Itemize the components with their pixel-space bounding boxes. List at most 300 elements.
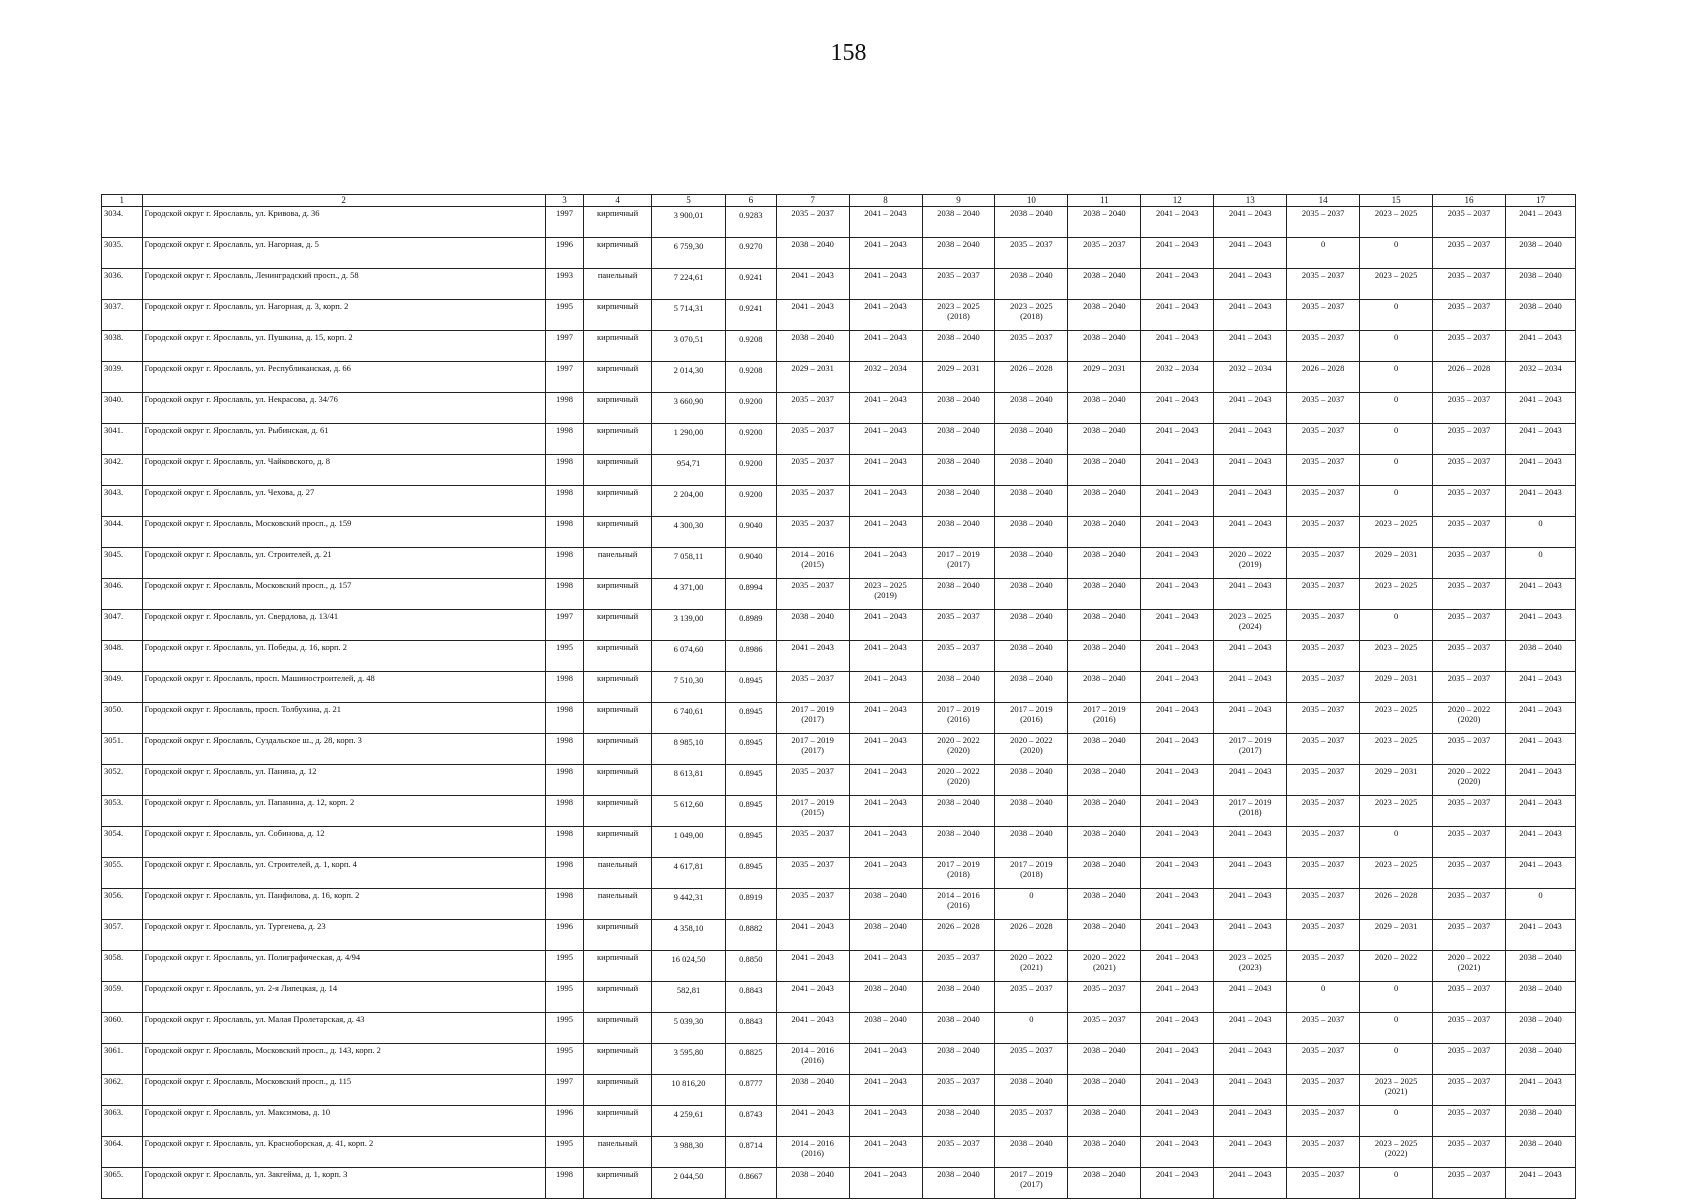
table-row xyxy=(102,455,1576,486)
table-cell: кирпичный xyxy=(584,951,652,982)
table-cell: 3055. xyxy=(102,858,143,889)
table-cell: 2038 – 2040 xyxy=(1506,269,1576,300)
table-cell: 2035 – 2037 xyxy=(1287,331,1360,362)
table-cell: 0.8919 xyxy=(726,889,777,920)
actual-year: (2018) xyxy=(1020,311,1043,321)
table-cell: 2041 – 2043 xyxy=(849,517,922,548)
table-cell: 0 xyxy=(995,889,1068,920)
table-cell: 2041 – 2043 xyxy=(1141,827,1214,858)
table-cell: 0.8945 xyxy=(726,796,777,827)
table-cell: 2035 – 2037 xyxy=(1433,207,1506,238)
table-cell: кирпичный xyxy=(584,1106,652,1137)
table-cell: 2020 – 2022 xyxy=(1360,951,1433,982)
column-header: 8 xyxy=(849,195,922,207)
table-cell: 4 371,00 xyxy=(652,579,726,610)
actual-year: (2020) xyxy=(947,745,970,755)
table-cell: 2035 – 2037 xyxy=(1433,269,1506,300)
table-cell: 2041 – 2043 xyxy=(1506,827,1576,858)
table-cell: 1998 xyxy=(545,517,583,548)
table-cell: 2035 – 2037 xyxy=(1287,1137,1360,1168)
table-cell: 2041 – 2043 xyxy=(849,300,922,331)
table-cell: 2041 – 2043 xyxy=(1214,1106,1287,1137)
table-cell: 2038 – 2040 xyxy=(995,207,1068,238)
table-cell: 2041 – 2043 xyxy=(1141,393,1214,424)
table-cell: 1998 xyxy=(545,858,583,889)
table-cell: 2023 – 2025 xyxy=(1360,734,1433,765)
table-cell: 2035 – 2037 xyxy=(776,579,849,610)
actual-year: (2021) xyxy=(1020,962,1043,972)
table-cell: 2035 – 2037 xyxy=(922,269,995,300)
table-cell: 2038 – 2040 xyxy=(776,331,849,362)
table-cell: 2038 – 2040 xyxy=(922,486,995,517)
period-range: 2023 – 2025 xyxy=(1010,301,1053,311)
table-cell: 2041 – 2043 xyxy=(1141,331,1214,362)
table-cell: 1998 xyxy=(545,703,583,734)
table-cell: 2041 – 2043 xyxy=(1141,641,1214,672)
table-cell: кирпичный xyxy=(584,765,652,796)
table-cell: 0 xyxy=(1287,238,1360,269)
table-row xyxy=(102,951,1576,982)
table-cell: 1995 xyxy=(545,641,583,672)
table-cell: 2038 – 2040 xyxy=(1068,486,1141,517)
column-header: 17 xyxy=(1506,195,1576,207)
table-cell: 2035 – 2037 xyxy=(1433,1106,1506,1137)
table-cell: 2038 – 2040 xyxy=(776,1075,849,1106)
table-cell: 2041 – 2043 xyxy=(1141,1168,1214,1199)
table-cell xyxy=(922,548,995,579)
period-range: 2020 – 2022 xyxy=(937,766,980,776)
column-header: 6 xyxy=(726,195,777,207)
table-cell: 0.8850 xyxy=(726,951,777,982)
table-cell: 2038 – 2040 xyxy=(995,424,1068,455)
table-row xyxy=(102,424,1576,455)
table-row xyxy=(102,672,1576,703)
table-cell: 0.9200 xyxy=(726,393,777,424)
table-cell: 3047. xyxy=(102,610,143,641)
actual-year: (2024) xyxy=(1238,621,1262,631)
table-cell: 0.8945 xyxy=(726,672,777,703)
table-cell: 2038 – 2040 xyxy=(1506,1044,1576,1075)
table-row xyxy=(102,982,1576,1013)
table-row xyxy=(102,703,1576,734)
table-cell: кирпичный xyxy=(584,1013,652,1044)
table-cell: 3040. xyxy=(102,393,143,424)
period-range: 2017 – 2019 xyxy=(1010,859,1053,869)
table-cell: 2041 – 2043 xyxy=(1141,424,1214,455)
table-cell: 2041 – 2043 xyxy=(849,827,922,858)
table-cell: 2038 – 2040 xyxy=(1068,1168,1141,1199)
table-cell: 2041 – 2043 xyxy=(1214,238,1287,269)
table-cell: 3048. xyxy=(102,641,143,672)
table-cell: Городской округ г. Ярославль, ул. Папанина, д. 12, корп. 2 xyxy=(142,796,545,827)
table-cell: 582,81 xyxy=(652,982,726,1013)
table-cell: 2023 – 2025 xyxy=(1360,269,1433,300)
table-cell: 2041 – 2043 xyxy=(1214,982,1287,1013)
table-cell: 2023 – 2025 xyxy=(1360,796,1433,827)
table-cell xyxy=(1068,703,1141,734)
table-cell: 1998 xyxy=(545,548,583,579)
table-cell: 2041 – 2043 xyxy=(1506,703,1576,734)
period-range: 2020 – 2022 xyxy=(937,735,980,745)
column-header: 12 xyxy=(1141,195,1214,207)
actual-year: (2017) xyxy=(801,714,824,724)
table-cell: 2041 – 2043 xyxy=(849,331,922,362)
table-row xyxy=(102,393,1576,424)
table-cell: 2041 – 2043 xyxy=(849,1106,922,1137)
table-cell: 2041 – 2043 xyxy=(849,734,922,765)
table-cell: 2041 – 2043 xyxy=(1506,858,1576,889)
table-cell: 1997 xyxy=(545,207,583,238)
table-cell: 2041 – 2043 xyxy=(1214,641,1287,672)
table-cell: панельный xyxy=(584,548,652,579)
table-cell: 2035 – 2037 xyxy=(995,982,1068,1013)
table-row xyxy=(102,1075,1576,1106)
table-cell: 2035 – 2037 xyxy=(1287,517,1360,548)
table-cell: 2038 – 2040 xyxy=(922,1044,995,1075)
table-cell: 2038 – 2040 xyxy=(995,269,1068,300)
actual-year: (2016) xyxy=(947,714,970,724)
table-cell: 2038 – 2040 xyxy=(1068,1137,1141,1168)
table-cell: 1996 xyxy=(545,920,583,951)
table-cell: 2038 – 2040 xyxy=(922,1106,995,1137)
table-cell: 0.8989 xyxy=(726,610,777,641)
table-cell: 2032 – 2034 xyxy=(1506,362,1576,393)
table-row xyxy=(102,238,1576,269)
table-cell: 2035 – 2037 xyxy=(1433,1075,1506,1106)
actual-year: (2016) xyxy=(801,1148,824,1158)
table-cell: 2038 – 2040 xyxy=(995,548,1068,579)
table-cell: 2035 – 2037 xyxy=(995,1044,1068,1075)
table-cell: 0.8882 xyxy=(726,920,777,951)
table-row xyxy=(102,207,1576,238)
table-cell: 2038 – 2040 xyxy=(1068,1106,1141,1137)
table-cell: 8 985,10 xyxy=(652,734,726,765)
period-range: 2014 – 2016 xyxy=(791,1045,834,1055)
table-cell: 2041 – 2043 xyxy=(849,238,922,269)
table-cell: 0 xyxy=(1287,982,1360,1013)
table-cell: 0.8743 xyxy=(726,1106,777,1137)
table-cell: 2035 – 2037 xyxy=(1287,703,1360,734)
table-cell: 5 039,30 xyxy=(652,1013,726,1044)
table-cell: 2041 – 2043 xyxy=(1214,889,1287,920)
table-cell: 0 xyxy=(1360,362,1433,393)
table-cell: 2038 – 2040 xyxy=(995,827,1068,858)
table-cell: Городской округ г. Ярославль, ул. Малая Пролетарская, д. 43 xyxy=(142,1013,545,1044)
table-cell xyxy=(995,734,1068,765)
table-cell: 2041 – 2043 xyxy=(1141,300,1214,331)
table-cell: кирпичный xyxy=(584,455,652,486)
table-cell: 2029 – 2031 xyxy=(1360,548,1433,579)
table-cell: 2035 – 2037 xyxy=(1433,889,1506,920)
table-cell: 2038 – 2040 xyxy=(776,610,849,641)
table-cell: 2041 – 2043 xyxy=(1214,1044,1287,1075)
actual-year: (2017) xyxy=(1020,1179,1043,1189)
table-cell: 2038 – 2040 xyxy=(1068,610,1141,641)
table-cell: 2041 – 2043 xyxy=(1214,424,1287,455)
table-cell: 2038 – 2040 xyxy=(995,610,1068,641)
table-cell: 6 759,30 xyxy=(652,238,726,269)
table-cell: 2035 – 2037 xyxy=(1287,207,1360,238)
table-cell: 2035 – 2037 xyxy=(776,424,849,455)
table-cell: кирпичный xyxy=(584,207,652,238)
table-cell: 2035 – 2037 xyxy=(1433,548,1506,579)
table-cell xyxy=(1068,951,1141,982)
table-cell: кирпичный xyxy=(584,300,652,331)
table-cell: 2038 – 2040 xyxy=(995,517,1068,548)
table-cell: 2041 – 2043 xyxy=(849,672,922,703)
table-cell: 2035 – 2037 xyxy=(1433,331,1506,362)
table-cell: кирпичный xyxy=(584,362,652,393)
table-cell: Городской округ г. Ярославль, ул. Строителей, д. 21 xyxy=(142,548,545,579)
table-cell xyxy=(922,703,995,734)
table-cell: 2038 – 2040 xyxy=(922,1168,995,1199)
table-row xyxy=(102,1137,1576,1168)
table-cell: 2035 – 2037 xyxy=(922,641,995,672)
table-cell: 2029 – 2031 xyxy=(776,362,849,393)
table-cell: 2038 – 2040 xyxy=(922,331,995,362)
table-cell: 1997 xyxy=(545,331,583,362)
table-cell: Городской округ г. Ярославль, ул. 2-я Липецкая, д. 14 xyxy=(142,982,545,1013)
table-cell xyxy=(1360,1075,1433,1106)
table-cell: Городской округ г. Ярославль, Ленинградский просп., д. 58 xyxy=(142,269,545,300)
column-header: 16 xyxy=(1433,195,1506,207)
actual-year: (2020) xyxy=(1457,714,1481,724)
table-cell: 2035 – 2037 xyxy=(995,1106,1068,1137)
table-cell: 3056. xyxy=(102,889,143,920)
table-cell: Городской округ г. Ярославль, Суздальское ш., д. 28, корп. 3 xyxy=(142,734,545,765)
table-cell: 2035 – 2037 xyxy=(1433,734,1506,765)
table-cell: 1998 xyxy=(545,579,583,610)
table-cell: Городской округ г. Ярославль, ул. Республиканская, д. 66 xyxy=(142,362,545,393)
actual-year: (2020) xyxy=(1020,745,1043,755)
table-cell xyxy=(776,548,849,579)
table-cell: 0 xyxy=(1360,455,1433,486)
table-cell: 3 900,01 xyxy=(652,207,726,238)
table-cell: 2041 – 2043 xyxy=(1141,517,1214,548)
table-cell: Городской округ г. Ярославль, ул. Собинова, д. 12 xyxy=(142,827,545,858)
table-cell: 2 204,00 xyxy=(652,486,726,517)
table-cell: 2035 – 2037 xyxy=(922,1075,995,1106)
table-cell: 2038 – 2040 xyxy=(849,920,922,951)
table-cell: Городской округ г. Ярославль, ул. Панфилова, д. 16, корп. 2 xyxy=(142,889,545,920)
table-cell: 2041 – 2043 xyxy=(1141,734,1214,765)
table-row xyxy=(102,920,1576,951)
table-cell: 2041 – 2043 xyxy=(776,951,849,982)
table-cell: 2041 – 2043 xyxy=(776,300,849,331)
table-cell: 2041 – 2043 xyxy=(849,207,922,238)
table-cell: 2041 – 2043 xyxy=(1506,424,1576,455)
table-cell: панельный xyxy=(584,269,652,300)
table-cell: кирпичный xyxy=(584,982,652,1013)
table-cell: 2041 – 2043 xyxy=(1141,1106,1214,1137)
table-cell: 1995 xyxy=(545,1013,583,1044)
table-cell: 2041 – 2043 xyxy=(1214,486,1287,517)
table-cell: 3034. xyxy=(102,207,143,238)
table-row xyxy=(102,1168,1576,1199)
table-cell: 2035 – 2037 xyxy=(1287,734,1360,765)
table-cell: 2038 – 2040 xyxy=(1506,300,1576,331)
table-cell: 3058. xyxy=(102,951,143,982)
table-cell: 2041 – 2043 xyxy=(1506,455,1576,486)
table-cell: 1998 xyxy=(545,734,583,765)
table-cell: 4 358,10 xyxy=(652,920,726,951)
table-cell: 2038 – 2040 xyxy=(995,1137,1068,1168)
table-cell: 2041 – 2043 xyxy=(776,1013,849,1044)
table-cell: 0.8945 xyxy=(726,858,777,889)
table-cell: 3060. xyxy=(102,1013,143,1044)
table-cell: кирпичный xyxy=(584,641,652,672)
table-cell: 2041 – 2043 xyxy=(1214,858,1287,889)
table-cell: 2035 – 2037 xyxy=(1433,393,1506,424)
table-cell: 3042. xyxy=(102,455,143,486)
table-cell: 2041 – 2043 xyxy=(1214,920,1287,951)
table-cell: 2038 – 2040 xyxy=(849,889,922,920)
table-cell: 2023 – 2025 xyxy=(1360,703,1433,734)
period-range: 2017 – 2019 xyxy=(791,735,834,745)
table-cell: 1998 xyxy=(545,889,583,920)
table-cell: 2023 – 2025 xyxy=(1360,517,1433,548)
table-cell: 2035 – 2037 xyxy=(1433,982,1506,1013)
table-cell xyxy=(1214,548,1287,579)
table-cell: 2038 – 2040 xyxy=(922,796,995,827)
table-cell: 0.8667 xyxy=(726,1168,777,1199)
table-cell: 2035 – 2037 xyxy=(1287,269,1360,300)
table-cell: 2041 – 2043 xyxy=(1141,672,1214,703)
table-cell: 2041 – 2043 xyxy=(1214,827,1287,858)
table-row xyxy=(102,858,1576,889)
table-cell: 2038 – 2040 xyxy=(995,641,1068,672)
table-cell: 2041 – 2043 xyxy=(1214,269,1287,300)
period-range: 2020 – 2022 xyxy=(1010,952,1053,962)
table-cell: 2041 – 2043 xyxy=(849,1075,922,1106)
table-cell: 2035 – 2037 xyxy=(1287,455,1360,486)
table-cell: 0.9283 xyxy=(726,207,777,238)
table-cell: 3061. xyxy=(102,1044,143,1075)
table-cell: 3 988,30 xyxy=(652,1137,726,1168)
table-cell: 2041 – 2043 xyxy=(1506,734,1576,765)
table-cell: 0 xyxy=(1360,982,1433,1013)
table-cell: 2038 – 2040 xyxy=(1068,734,1141,765)
period-range: 2017 – 2019 xyxy=(937,859,980,869)
table-cell: 2035 – 2037 xyxy=(1287,548,1360,579)
table-cell: 2038 – 2040 xyxy=(995,672,1068,703)
table-cell: 2041 – 2043 xyxy=(1506,207,1576,238)
table-cell: 2035 – 2037 xyxy=(776,889,849,920)
table-cell xyxy=(1433,765,1506,796)
table-cell: 1998 xyxy=(545,393,583,424)
table-cell xyxy=(995,1168,1068,1199)
table-header-row xyxy=(102,195,1576,207)
table-cell: 2041 – 2043 xyxy=(1141,920,1214,951)
table-cell: 0.9208 xyxy=(726,331,777,362)
column-header: 2 xyxy=(142,195,545,207)
table-cell: 2035 – 2037 xyxy=(1287,300,1360,331)
table-cell: 1997 xyxy=(545,1075,583,1106)
table-cell: 3043. xyxy=(102,486,143,517)
table-cell: 2041 – 2043 xyxy=(776,641,849,672)
table-cell: 2038 – 2040 xyxy=(1068,548,1141,579)
table-cell: 8 613,81 xyxy=(652,765,726,796)
table-row xyxy=(102,641,1576,672)
table-cell: 0.8986 xyxy=(726,641,777,672)
table-cell: кирпичный xyxy=(584,486,652,517)
period-range: 2020 – 2022 xyxy=(1083,952,1126,962)
table-cell: кирпичный xyxy=(584,610,652,641)
table-cell: 1 290,00 xyxy=(652,424,726,455)
table-cell: 3 070,51 xyxy=(652,331,726,362)
actual-year: (2016) xyxy=(1093,714,1116,724)
table-cell: кирпичный xyxy=(584,1075,652,1106)
period-range: 2020 – 2022 xyxy=(1010,735,1053,745)
table-cell: 0 xyxy=(1360,486,1433,517)
table-cell xyxy=(995,951,1068,982)
table-cell: 2035 – 2037 xyxy=(1433,1137,1506,1168)
column-header: 10 xyxy=(995,195,1068,207)
period-range: 2017 – 2019 xyxy=(1010,1169,1053,1179)
table-cell: 3038. xyxy=(102,331,143,362)
table-cell: 2035 – 2037 xyxy=(1068,238,1141,269)
table-cell: 2038 – 2040 xyxy=(1506,1137,1576,1168)
table-cell: 2038 – 2040 xyxy=(1068,269,1141,300)
table-cell: 2041 – 2043 xyxy=(1214,207,1287,238)
table-cell: 2041 – 2043 xyxy=(1141,951,1214,982)
table-cell: 2038 – 2040 xyxy=(1506,982,1576,1013)
table-cell: 2041 – 2043 xyxy=(1141,269,1214,300)
period-range: 2017 – 2019 xyxy=(1228,735,1272,745)
table-cell: 2041 – 2043 xyxy=(1506,1075,1576,1106)
table-cell: 2038 – 2040 xyxy=(1068,641,1141,672)
table-row xyxy=(102,579,1576,610)
table-cell: 0.8777 xyxy=(726,1075,777,1106)
table-cell: 2038 – 2040 xyxy=(1506,1013,1576,1044)
table-cell: 2035 – 2037 xyxy=(1433,424,1506,455)
table-cell: Городской округ г. Ярославль, Московский просп., д. 159 xyxy=(142,517,545,548)
table-cell: 2032 – 2034 xyxy=(849,362,922,393)
table-cell: 0.9200 xyxy=(726,455,777,486)
table-cell: кирпичный xyxy=(584,827,652,858)
table-cell: 2041 – 2043 xyxy=(776,920,849,951)
table-cell: 2041 – 2043 xyxy=(1214,672,1287,703)
actual-year: (2020) xyxy=(947,776,970,786)
table-cell: 0.9241 xyxy=(726,269,777,300)
table-cell: 2035 – 2037 xyxy=(776,765,849,796)
table-cell: 2038 – 2040 xyxy=(1068,393,1141,424)
table-cell: 1998 xyxy=(545,1168,583,1199)
table-cell xyxy=(1214,796,1287,827)
period-range: 2023 – 2025 xyxy=(1374,1076,1418,1086)
table-cell: 2041 – 2043 xyxy=(849,1168,922,1199)
table-row xyxy=(102,269,1576,300)
period-range: 2017 – 2019 xyxy=(1083,704,1126,714)
actual-year: (2019) xyxy=(874,590,897,600)
table-cell: 2035 – 2037 xyxy=(1433,641,1506,672)
table-cell: 2041 – 2043 xyxy=(1506,1168,1576,1199)
table-cell: Городской округ г. Ярославль, просп. Толбухина, д. 21 xyxy=(142,703,545,734)
table-cell: 2038 – 2040 xyxy=(1506,1106,1576,1137)
actual-year: (2018) xyxy=(947,311,970,321)
period-range: 2017 – 2019 xyxy=(791,797,834,807)
table-cell xyxy=(995,858,1068,889)
actual-year: (2017) xyxy=(947,559,970,569)
table-cell: 2035 – 2037 xyxy=(1433,796,1506,827)
table-cell: 3045. xyxy=(102,548,143,579)
table-cell: 2041 – 2043 xyxy=(1141,207,1214,238)
table-cell: 2023 – 2025 xyxy=(1360,207,1433,238)
table-cell: Городской округ г. Ярославль, ул. Нагорная, д. 3, корп. 2 xyxy=(142,300,545,331)
period-range: 2017 – 2019 xyxy=(1228,797,1272,807)
table-cell: 2041 – 2043 xyxy=(849,610,922,641)
table-row xyxy=(102,1106,1576,1137)
